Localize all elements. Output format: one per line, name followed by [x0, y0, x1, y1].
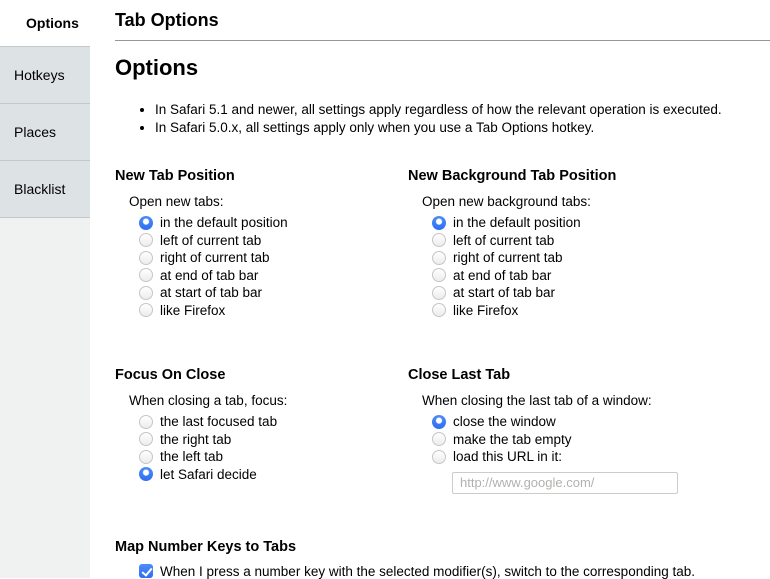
group-prompt: Open new background tabs:: [422, 194, 591, 209]
sidebar-item-blacklist[interactable]: [0, 160, 90, 217]
radio-focus-left-tab[interactable]: [139, 448, 408, 466]
radio-label: left of current tab: [160, 232, 262, 248]
radio-ntp-end-of-tab-bar[interactable]: [139, 267, 408, 285]
radio-label: in the default position: [160, 215, 288, 231]
main-content: [90, 0, 770, 578]
group-heading: New Background Tab Position: [408, 168, 617, 184]
radio-label: let Safari decide: [160, 466, 257, 482]
group-prompt: When closing the last tab of a window:: [422, 393, 652, 408]
groups-row-2: [115, 367, 770, 494]
radio-ntp-like-firefox[interactable]: [139, 302, 408, 320]
group-map-number-keys: [115, 539, 770, 579]
radio-focus-right-tab[interactable]: [139, 431, 408, 449]
section-title: Options: [115, 55, 199, 80]
sidebar-item-label: Places: [14, 124, 57, 140]
radio-ntp-default-position[interactable]: [139, 214, 408, 232]
radio-icon[interactable]: [432, 216, 446, 230]
radio-icon[interactable]: [139, 467, 153, 481]
sidebar-item-places[interactable]: [0, 103, 90, 160]
group-close-last-tab: [408, 367, 770, 494]
radio-icon[interactable]: [139, 233, 153, 247]
checkbox-label: When I press a number key with the selected modifier(s), switch to the corresponding tab.: [160, 563, 695, 579]
radio-clt-close-window[interactable]: [432, 413, 770, 431]
radio-label: close the window: [453, 414, 556, 430]
radio-ntp-right-of-current[interactable]: [139, 249, 408, 267]
radio-group-new-background-tab-position: [432, 214, 770, 319]
radio-label: at end of tab bar: [453, 267, 552, 283]
radio-icon[interactable]: [432, 268, 446, 282]
group-heading: Map Number Keys to Tabs: [115, 538, 297, 555]
radio-icon[interactable]: [139, 251, 153, 265]
radio-label: load this URL in it:: [453, 449, 563, 465]
group-heading: Focus On Close: [115, 367, 226, 383]
radio-icon[interactable]: [432, 450, 446, 464]
radio-ntp-start-of-tab-bar[interactable]: [139, 284, 408, 302]
radio-clt-make-tab-empty[interactable]: [432, 431, 770, 449]
radio-icon[interactable]: [432, 432, 446, 446]
radio-label: like Firefox: [160, 302, 226, 318]
group-prompt: When closing a tab, focus:: [129, 393, 288, 408]
notes-list: [115, 101, 770, 137]
group-focus-on-close: [115, 367, 408, 494]
radio-label: the right tab: [160, 431, 232, 447]
note-item: • In Safari 5.0.x, all settings apply only when you use a Tab Options hotkey.: [155, 119, 770, 137]
radio-icon[interactable]: [139, 432, 153, 446]
radio-nbtp-left-of-current[interactable]: [432, 232, 770, 250]
radio-icon[interactable]: [432, 286, 446, 300]
radio-label: at start of tab bar: [160, 285, 263, 301]
radio-group-new-tab-position: [139, 214, 408, 319]
radio-nbtp-start-of-tab-bar[interactable]: [432, 284, 770, 302]
page-title: Tab Options: [115, 10, 219, 30]
radio-icon[interactable]: [139, 268, 153, 282]
group-new-background-tab-position: [408, 168, 770, 319]
radio-icon[interactable]: [139, 450, 153, 464]
group-prompt: Open new tabs:: [129, 194, 224, 209]
group-new-tab-position: [115, 168, 408, 319]
sidebar-item-hotkeys[interactable]: [0, 46, 90, 103]
group-heading: Close Last Tab: [408, 367, 511, 383]
sidebar-item-options[interactable]: [0, 0, 90, 46]
groups-row-1: [115, 168, 770, 319]
radio-label: at start of tab bar: [453, 285, 556, 301]
close-last-tab-url-input[interactable]: [452, 472, 678, 494]
radio-icon[interactable]: [139, 415, 153, 429]
radio-label: in the default position: [453, 215, 581, 231]
radio-focus-safari-decide[interactable]: [139, 466, 408, 484]
radio-icon[interactable]: [139, 303, 153, 317]
radio-label: left of current tab: [453, 232, 555, 248]
radio-label: right of current tab: [160, 250, 270, 266]
sidebar-item-label: Hotkeys: [14, 67, 65, 83]
sidebar: [0, 0, 90, 578]
group-heading: New Tab Position: [115, 168, 235, 184]
title-divider: [115, 40, 770, 41]
radio-nbtp-end-of-tab-bar[interactable]: [432, 267, 770, 285]
map-number-keys-checkbox-row[interactable]: [139, 564, 770, 579]
radio-ntp-left-of-current[interactable]: [139, 232, 408, 250]
radio-label: the last focused tab: [160, 414, 278, 430]
radio-icon[interactable]: [139, 286, 153, 300]
radio-icon[interactable]: [432, 251, 446, 265]
radio-focus-last-focused[interactable]: [139, 413, 408, 431]
sidebar-filler: [0, 217, 90, 578]
sidebar-item-label: Options: [26, 15, 79, 31]
radio-icon[interactable]: [432, 415, 446, 429]
radio-icon[interactable]: [139, 216, 153, 230]
radio-label: make the tab empty: [453, 431, 572, 447]
radio-label: like Firefox: [453, 302, 519, 318]
radio-icon[interactable]: [432, 233, 446, 247]
radio-icon[interactable]: [432, 303, 446, 317]
sidebar-item-label: Blacklist: [14, 181, 66, 197]
radio-label: right of current tab: [453, 250, 563, 266]
radio-nbtp-right-of-current[interactable]: [432, 249, 770, 267]
radio-label: the left tab: [160, 449, 224, 465]
radio-nbtp-default-position[interactable]: [432, 214, 770, 232]
radio-nbtp-like-firefox[interactable]: [432, 302, 770, 320]
radio-clt-load-url[interactable]: [432, 448, 770, 466]
radio-group-focus-on-close: [139, 413, 408, 483]
radio-group-close-last-tab: [432, 413, 770, 466]
note-item: • In Safari 5.1 and newer, all settings apply regardless of how the relevant operation is executed.: [155, 101, 770, 119]
radio-label: at end of tab bar: [160, 267, 259, 283]
checkbox-icon[interactable]: [139, 564, 153, 578]
